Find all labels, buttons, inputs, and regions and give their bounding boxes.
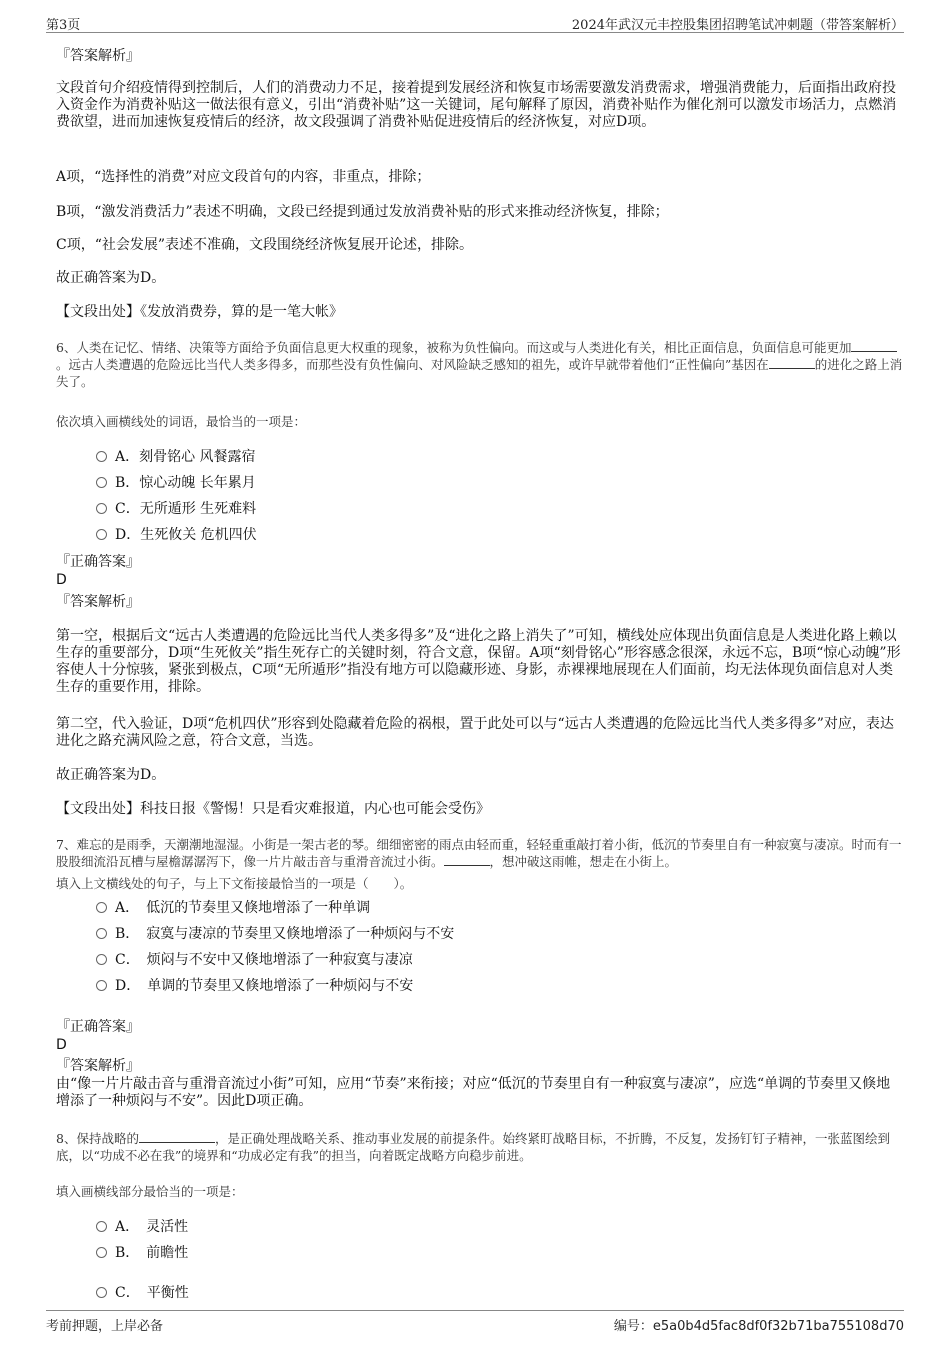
q6-option-a[interactable]: A．刻骨铭心 风餐露宿 <box>96 448 256 466</box>
q6-source-label: 【文段出处】 <box>56 801 140 817</box>
q7-option-a[interactable]: A． 低沉的节奏里又倏地增添了一种单调 <box>96 899 370 917</box>
radio-icon[interactable] <box>96 503 107 514</box>
q6-analysis-label: 『答案解析』 <box>56 594 140 610</box>
q5-conclusion: 故正确答案为D。 <box>56 270 166 286</box>
radio-icon[interactable] <box>96 451 107 462</box>
page-header <box>46 12 904 33</box>
document-code <box>614 1315 904 1334</box>
radio-icon[interactable] <box>96 1221 107 1232</box>
page-number: 第3页 <box>46 18 81 33</box>
radio-icon[interactable] <box>96 529 107 540</box>
fill-blank <box>139 1130 215 1143</box>
q7-option-d[interactable]: D． 单调的节奏里又倏地增添了一种烦闷与不安 <box>96 977 413 995</box>
q7-option-c[interactable]: C． 烦闷与不安中又倏地增添了一种寂寞与凄凉 <box>96 951 413 969</box>
q5-analysis-paragraph: 文段首句介绍疫情得到控制后，人们的消费动力不足，接着提到发展经济和恢复市场需要激发消费需求，增强消费能力，后面指出政府投入资金作为消费补贴这一做法很有意义，引出“消费补贴”这一关键词，尾句解释了原因，消费补贴作为催化剂可以激发市场活力，点燃消费欲望，进而加速恢复疫情后的经济，故文段强调了消费补贴促进疫情后的经济恢复，对应D项。 <box>56 80 897 130</box>
q6-option-b[interactable]: B．惊心动魄 长年累月 <box>96 474 256 492</box>
page-footer <box>46 1310 904 1335</box>
q6-option-c[interactable]: C．无所遁形 生死难料 <box>96 500 256 518</box>
q5-source <box>56 304 904 321</box>
q8-stem: 8、保持战略的 ，是正确处理战略关系、推动事业发展的前提条件。始终紧盯战略目标，不折腾，不反复，发扬钉钉子精神，一张蓝图绘到底，以“功成不必在我”的境界和“功成必定有我”的担当，向着既定战略方向稳步前进。 <box>56 1131 890 1163</box>
document-code-label: 编号： <box>613 1319 653 1334</box>
radio-icon[interactable] <box>96 1247 107 1258</box>
radio-icon[interactable] <box>96 954 107 965</box>
fill-blank <box>851 339 897 352</box>
q6-instruction: 依次填入画横线处的词语，最恰当的一项是： <box>56 414 307 429</box>
q8-instruction: 填入画横线部分最恰当的一项是： <box>56 1184 244 1199</box>
q7-answer: D <box>56 1037 67 1053</box>
q8-option-c[interactable]: C． 平衡性 <box>96 1284 189 1302</box>
footer-slogan: 考前押题，上岸必备 <box>46 1319 164 1334</box>
fill-blank <box>444 853 490 866</box>
q7-analysis-label: 『答案解析』 <box>56 1058 140 1074</box>
q5-option-c-explanation: C项，“社会发展”表述不准确，文段围绕经济恢复展开论述，排除。 <box>56 237 474 253</box>
q6-analysis-paragraph-2: 第二空，代入验证，D项“危机四伏”形容到处隐藏着危险的祸根，置于此处可以与“远古人类遭遇的危险远比当代人类多得多”对应，表达进化之路充满风险之意，符合文意，当选。 <box>56 716 894 749</box>
q6-source-text: 科技日报《警惕！只是看灾难报道，内心也可能会受伤》 <box>140 801 490 817</box>
q5-option-a-explanation: A项，“选择性的消费”对应文段首句的内容，非重点，排除； <box>56 169 431 185</box>
q7-instruction: 填入上文横线处的句子，与上下文衔接最恰当的一项是（ ）。 <box>56 876 413 891</box>
q5-source-text: 《发放消费券，算的是一笔大帐》 <box>140 304 343 320</box>
q6-answer-label: 『正确答案』 <box>56 554 140 570</box>
q6-analysis-paragraph-1: 第一空，根据后文“远古人类遭遇的危险远比当代人类多得多”及“进化之路上消失了”可知，横线处应体现出负面信息是人类进化路上赖以生存的重要部分，D项“生死攸关”指生死存亡的关键时刻，符合文意，保留。A项“刻骨铭心”形容感念很深，永远不忘，B项“惊心动魄”形容使人十分惊骇，紧张到极点，C项“无所遁形”指没有地方可以隐藏形迹、身影，赤裸裸地展现在人们面前，均无法体现负面信息对人类生存的重要作用，排除。 <box>56 628 901 695</box>
q7-answer-label: 『正确答案』 <box>56 1019 140 1035</box>
q5-option-b-explanation: B项，“激发消费活力”表述不明确，文段已经提到通过发放消费补贴的形式来推动经济恢复，排除； <box>56 204 669 220</box>
q7-stem: 7、难忘的是雨季，天潮潮地湿湿。小街是一架古老的琴。细细密密的雨点由轻而重，轻轻重重敲打着小街，低沉的节奏里自有一种寂寞与凄凉。时而有一股股细流沿瓦槽与屋檐潺潺泻下，像一片片敲击音与重滑音流过小街。 ，想冲破这雨帷，想走在小街上。 <box>56 837 902 869</box>
q6-source <box>56 801 904 818</box>
radio-icon[interactable] <box>96 980 107 991</box>
q6-answer: D <box>56 572 67 588</box>
radio-icon[interactable] <box>96 902 107 913</box>
q6-option-d[interactable]: D．生死攸关 危机四伏 <box>96 526 257 544</box>
radio-icon[interactable] <box>96 477 107 488</box>
radio-icon[interactable] <box>96 1287 107 1298</box>
q7-analysis: 由“像一片片敲击音与重滑音流过小街”可知，应用“节奏”来衔接；对应“低沉的节奏里自有一种寂寞与凄凉”，应选“单调的节奏里又倏地增添了一种烦闷与不安”。因此D项正确。 <box>56 1076 891 1109</box>
fill-blank <box>769 356 815 369</box>
q7-option-b[interactable]: B． 寂寞与凄凉的节奏里又倏地增添了一种烦闷与不安 <box>96 925 454 943</box>
document-code-value: e5a0b4d5fac8df0f32b71ba755108d70 <box>652 1319 904 1334</box>
q5-analysis-label: 『答案解析』 <box>56 48 140 64</box>
q6-stem: 6、人类在记忆、情绪、决策等方面给予负面信息更大权重的现象，被称为负性偏向。而这或与人类进化有关，相比正面信息，负面信息可能更加。远古人类遭遇的危险远比当代人类多得多，而那些没有负性偏向、对风险缺乏感知的祖先，或许早就带着他们“正性偏向”基因在 的进化之路上消失了。 <box>56 340 903 389</box>
q6-conclusion: 故正确答案为D。 <box>56 767 166 783</box>
radio-icon[interactable] <box>96 928 107 939</box>
q5-source-label: 【文段出处】 <box>56 304 140 320</box>
document-title: 2024年武汉元丰控股集团招聘笔试冲刺题（带答案解析） <box>571 18 904 33</box>
q8-option-a[interactable]: A． 灵活性 <box>96 1218 188 1236</box>
q8-option-b[interactable]: B． 前瞻性 <box>96 1244 188 1262</box>
